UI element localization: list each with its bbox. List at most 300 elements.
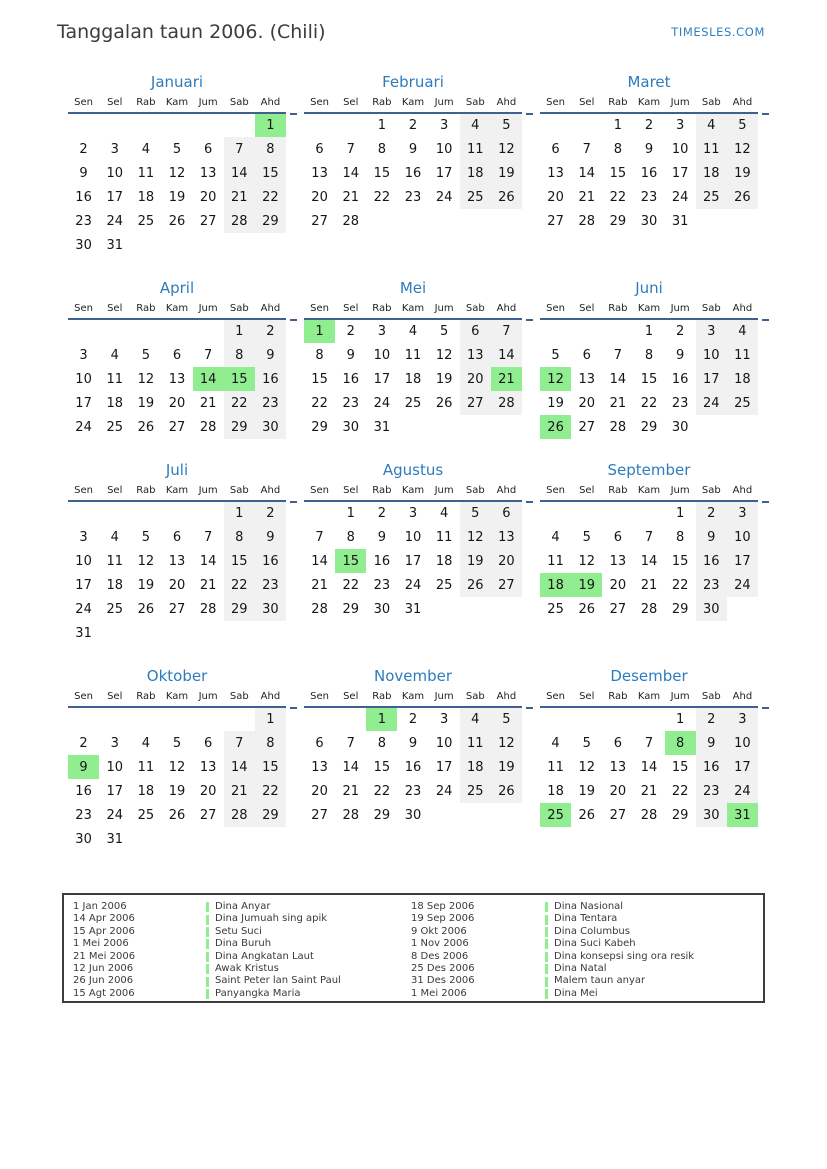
- day-cell: 28: [199, 419, 217, 435]
- day-header: Sab: [696, 689, 727, 707]
- day-cell: 11: [404, 347, 422, 363]
- day-cell: 27: [609, 807, 627, 823]
- day-cell: 18: [460, 161, 491, 185]
- empty-day-cell: [224, 233, 255, 257]
- week-row: [68, 827, 286, 851]
- day-cell: 13: [547, 165, 564, 181]
- day-header: Sel: [335, 95, 366, 113]
- day-cell: 22: [640, 395, 658, 411]
- day-cell: 5: [582, 735, 591, 751]
- month-table: [68, 689, 286, 851]
- day-cell: 1: [224, 319, 255, 343]
- week-row: [68, 319, 286, 343]
- month-april: [68, 278, 286, 439]
- empty-day-cell: [491, 803, 522, 827]
- day-cell: 15: [224, 549, 255, 573]
- empty-day-cell: [571, 319, 602, 343]
- day-header: Rab: [366, 95, 397, 113]
- week-row: [304, 597, 522, 621]
- day-cell: 12: [491, 137, 522, 161]
- day-header: Sab: [460, 301, 491, 319]
- legend-date: 15 Agt 2006: [73, 987, 135, 999]
- week-row: [540, 415, 758, 439]
- day-cell: 9: [696, 731, 727, 755]
- holiday-marker-icon: [206, 952, 209, 962]
- day-cell: 24: [435, 189, 453, 205]
- legend-holiday-label: Dina Nasional: [554, 901, 624, 912]
- day-cell: 24: [727, 573, 758, 597]
- legend-holiday-label: Panyangka Maria: [215, 987, 301, 999]
- week-row: [540, 525, 758, 549]
- day-cell: 10: [106, 759, 123, 775]
- holiday-marker-icon: [545, 927, 548, 937]
- day-cell: 23: [404, 189, 422, 205]
- day-cell: 28: [342, 213, 359, 229]
- week-row: [68, 779, 286, 803]
- day-cell: 5: [460, 501, 491, 525]
- day-cell: 16: [404, 759, 422, 775]
- day-cell: 20: [199, 783, 217, 799]
- day-header: Sel: [571, 301, 602, 319]
- legend-holiday-label: Awak Kristus: [215, 963, 279, 975]
- holiday-day-cell: 12: [540, 367, 571, 391]
- empty-day-cell: [130, 319, 161, 343]
- day-cell: 14: [640, 553, 658, 569]
- day-header: Ahd: [727, 483, 758, 501]
- day-cell: 29: [255, 209, 286, 233]
- day-cell: 17: [671, 165, 689, 181]
- week-row: [68, 573, 286, 597]
- week-row: [68, 549, 286, 573]
- day-cell: 18: [547, 783, 564, 799]
- empty-day-cell: [68, 319, 99, 343]
- day-cell: 2: [644, 118, 654, 133]
- day-cell: 1: [377, 118, 386, 133]
- day-cell: 10: [696, 343, 727, 367]
- holiday-day-cell: 25: [540, 803, 571, 827]
- day-cell: 22: [671, 783, 689, 799]
- month-title: Mei: [399, 279, 427, 297]
- month-september: [540, 460, 758, 621]
- day-cell: 19: [547, 395, 564, 411]
- day-cell: 17: [373, 371, 391, 387]
- day-header: Sen: [540, 301, 571, 319]
- day-cell: 6: [315, 735, 324, 751]
- day-cell: 10: [75, 371, 92, 387]
- empty-day-cell: [633, 501, 664, 525]
- legend-holiday-name: [206, 926, 411, 938]
- empty-day-cell: [161, 707, 192, 731]
- site-link[interactable]: TIMESLES.COM: [671, 25, 765, 39]
- holiday-marker-icon: [545, 964, 548, 974]
- day-cell: 11: [137, 759, 155, 775]
- day-cell: 4: [551, 529, 560, 545]
- day-cell: 17: [106, 189, 123, 205]
- day-cell: 25: [460, 779, 491, 803]
- day-cell: 14: [342, 165, 359, 181]
- week-row: [68, 597, 286, 621]
- holiday-day-cell: 9: [68, 755, 99, 779]
- week-row: [68, 137, 286, 161]
- week-row: [304, 185, 522, 209]
- day-cell: 19: [491, 161, 522, 185]
- day-cell: 9: [696, 525, 727, 549]
- empty-day-cell: [429, 597, 460, 621]
- day-header: Sab: [696, 483, 727, 501]
- day-header: Sen: [68, 483, 99, 501]
- day-cell: 4: [141, 735, 150, 751]
- week-row: [304, 137, 522, 161]
- day-cell: 2: [79, 141, 88, 157]
- day-header: Jum: [193, 689, 224, 707]
- day-cell: 31: [671, 213, 689, 229]
- day-cell: 12: [460, 525, 491, 549]
- holiday-marker-icon: [206, 977, 209, 987]
- day-cell: 2: [79, 735, 88, 751]
- legend-holiday-name: [206, 963, 411, 975]
- holiday-marker-icon: [545, 902, 548, 912]
- legend-holiday-label: Dina Suci Kabeh: [554, 938, 636, 950]
- empty-day-cell: [224, 827, 255, 851]
- day-cell: 20: [311, 783, 328, 799]
- day-cell: 13: [311, 165, 328, 181]
- empty-day-cell: [99, 707, 130, 731]
- holiday-day-cell: 14: [193, 367, 224, 391]
- day-cell: 13: [311, 759, 328, 775]
- day-cell: 27: [311, 807, 328, 823]
- day-header: Sab: [696, 95, 727, 113]
- day-cell: 7: [224, 731, 255, 755]
- week-row: [68, 415, 286, 439]
- holiday-marker-icon: [545, 977, 548, 987]
- month-title: Agustus: [382, 461, 444, 479]
- legend-holiday-label: Dina Tentara: [554, 913, 618, 925]
- day-cell: 21: [224, 779, 255, 803]
- day-cell: 10: [373, 347, 391, 363]
- day-cell: 20: [578, 395, 595, 411]
- legend-holiday-label: Dina Buruh: [215, 938, 272, 950]
- day-cell: 2: [377, 506, 386, 521]
- day-cell: 26: [578, 807, 595, 823]
- day-header: Sen: [304, 301, 335, 319]
- holidays-legend: [62, 893, 765, 1003]
- empty-day-cell: [161, 233, 192, 257]
- day-cell: 23: [255, 573, 286, 597]
- day-cell: 3: [727, 501, 758, 525]
- day-header: Sen: [540, 95, 571, 113]
- day-cell: 28: [342, 807, 359, 823]
- day-cell: 20: [199, 189, 217, 205]
- week-row: [68, 113, 286, 137]
- day-cell: 30: [640, 213, 658, 229]
- empty-day-cell: [571, 501, 602, 525]
- day-cell: 8: [377, 735, 386, 751]
- empty-day-cell: [255, 621, 286, 645]
- month-table: [304, 483, 522, 621]
- day-cell: 26: [168, 213, 186, 229]
- day-header: Ahd: [491, 483, 522, 501]
- month-table: [68, 483, 286, 645]
- day-cell: 13: [199, 165, 217, 181]
- day-cell: 17: [727, 549, 758, 573]
- day-header: Sab: [696, 301, 727, 319]
- day-cell: 14: [578, 165, 595, 181]
- day-cell: 3: [439, 712, 449, 727]
- day-header: Sel: [335, 483, 366, 501]
- day-cell: 4: [439, 506, 449, 521]
- week-row: [304, 209, 522, 233]
- day-cell: 11: [460, 137, 491, 161]
- empty-day-cell: [224, 707, 255, 731]
- day-cell: 13: [168, 371, 186, 387]
- day-cell: 18: [137, 783, 155, 799]
- empty-day-cell: [540, 113, 571, 137]
- day-cell: 17: [696, 367, 727, 391]
- day-header: Jum: [429, 301, 460, 319]
- day-cell: 11: [460, 731, 491, 755]
- day-cell: 17: [727, 755, 758, 779]
- day-cell: 8: [675, 529, 685, 545]
- day-cell: 22: [311, 395, 328, 411]
- day-cell: 29: [224, 415, 255, 439]
- day-cell: 24: [696, 391, 727, 415]
- day-header: Jum: [193, 95, 224, 113]
- holiday-marker-icon: [545, 939, 548, 949]
- week-row: [304, 779, 522, 803]
- holiday-day-cell: 1: [366, 707, 397, 731]
- day-header: Kam: [633, 483, 664, 501]
- day-cell: 14: [609, 371, 627, 387]
- day-cell: 25: [696, 185, 727, 209]
- empty-day-cell: [602, 501, 633, 525]
- day-header: Sab: [460, 95, 491, 113]
- day-header: Jum: [193, 301, 224, 319]
- month-table: [304, 301, 522, 439]
- day-header: Jum: [665, 301, 696, 319]
- week-row: [68, 391, 286, 415]
- day-cell: 6: [551, 141, 560, 157]
- day-cell: 3: [110, 141, 119, 157]
- day-cell: 11: [547, 759, 564, 775]
- day-header: Rab: [366, 689, 397, 707]
- empty-day-cell: [540, 501, 571, 525]
- day-cell: 23: [671, 395, 689, 411]
- day-cell: 14: [342, 759, 359, 775]
- day-cell: 6: [203, 141, 213, 157]
- day-header: Sen: [68, 95, 99, 113]
- day-header: Ahd: [727, 95, 758, 113]
- week-row: [304, 415, 522, 439]
- month-mei: [304, 278, 522, 439]
- legend-date: 18 Sep 2006: [411, 901, 475, 912]
- day-cell: 27: [578, 419, 595, 435]
- month-table: [68, 301, 286, 439]
- legend-date: 1 Jan 2006: [73, 901, 127, 912]
- empty-day-cell: [335, 113, 366, 137]
- day-cell: 3: [696, 319, 727, 343]
- empty-day-cell: [335, 707, 366, 731]
- day-cell: 2: [408, 712, 418, 727]
- holiday-marker-icon: [545, 952, 548, 962]
- day-cell: 28: [640, 601, 658, 617]
- day-header: Jum: [665, 689, 696, 707]
- week-row: [68, 731, 286, 755]
- day-cell: 1: [613, 118, 622, 133]
- day-cell: 22: [342, 577, 359, 593]
- day-cell: 20: [491, 549, 522, 573]
- day-header: Kam: [633, 95, 664, 113]
- empty-day-cell: [727, 597, 758, 621]
- day-cell: 3: [727, 707, 758, 731]
- day-cell: 20: [460, 367, 491, 391]
- day-cell: 1: [346, 506, 355, 521]
- empty-day-cell: [255, 233, 286, 257]
- legend-holiday-name: [206, 988, 411, 1000]
- day-header: Sel: [571, 689, 602, 707]
- day-cell: 11: [106, 553, 123, 569]
- day-cell: 24: [75, 601, 92, 617]
- day-cell: 21: [578, 189, 595, 205]
- empty-day-cell: [161, 621, 192, 645]
- day-header: Sen: [540, 689, 571, 707]
- day-cell: 8: [613, 141, 622, 157]
- month-title: Maret: [627, 73, 671, 91]
- day-cell: 6: [582, 347, 591, 363]
- day-cell: 6: [491, 501, 522, 525]
- day-cell: 20: [168, 395, 186, 411]
- day-cell: 25: [137, 807, 155, 823]
- day-cell: 11: [137, 165, 155, 181]
- day-cell: 4: [460, 113, 491, 137]
- day-header: Sel: [571, 95, 602, 113]
- day-cell: 22: [373, 783, 391, 799]
- legend-holiday-name: [545, 938, 759, 950]
- day-header: Ahd: [255, 301, 286, 319]
- empty-day-cell: [727, 209, 758, 233]
- empty-day-cell: [491, 415, 522, 439]
- day-cell: 19: [460, 549, 491, 573]
- day-cell: 2: [696, 501, 727, 525]
- day-cell: 27: [199, 213, 217, 229]
- page-title: Tanggalan taun 2006. (Chili): [57, 21, 326, 43]
- day-cell: 8: [644, 347, 654, 363]
- day-cell: 5: [141, 529, 150, 545]
- day-cell: 2: [408, 118, 418, 133]
- day-header: Sen: [68, 689, 99, 707]
- day-cell: 23: [75, 807, 92, 823]
- empty-day-cell: [429, 415, 460, 439]
- day-cell: 16: [373, 553, 391, 569]
- day-cell: 18: [727, 367, 758, 391]
- day-cell: 19: [168, 783, 186, 799]
- day-cell: 3: [675, 118, 685, 133]
- legend-holiday-name: [206, 913, 411, 925]
- day-cell: 1: [675, 506, 685, 521]
- holiday-day-cell: 26: [540, 415, 571, 439]
- day-cell: 9: [377, 529, 386, 545]
- empty-day-cell: [460, 415, 491, 439]
- legend-holiday-name: [545, 951, 759, 963]
- day-cell: 7: [315, 529, 324, 545]
- empty-day-cell: [397, 209, 428, 233]
- day-cell: 5: [582, 529, 591, 545]
- holiday-marker-icon: [206, 915, 209, 925]
- empty-day-cell: [130, 621, 161, 645]
- empty-day-cell: [193, 113, 224, 137]
- day-cell: 25: [727, 391, 758, 415]
- empty-day-cell: [193, 501, 224, 525]
- day-cell: 9: [644, 141, 654, 157]
- day-cell: 5: [172, 141, 182, 157]
- day-cell: 4: [110, 529, 119, 545]
- day-header: Jum: [429, 483, 460, 501]
- day-cell: 13: [199, 759, 217, 775]
- day-header: Sen: [540, 483, 571, 501]
- day-header: Kam: [161, 689, 192, 707]
- day-cell: 9: [79, 165, 88, 181]
- day-header: Sel: [99, 95, 130, 113]
- day-header: Sel: [571, 483, 602, 501]
- day-header: Sab: [224, 483, 255, 501]
- day-cell: 24: [75, 419, 92, 435]
- day-cell: 16: [696, 755, 727, 779]
- day-cell: 3: [79, 347, 88, 363]
- empty-day-cell: [130, 113, 161, 137]
- month-title: September: [607, 461, 691, 479]
- day-cell: 9: [255, 343, 286, 367]
- day-cell: 11: [727, 343, 758, 367]
- empty-day-cell: [130, 707, 161, 731]
- day-cell: 24: [106, 807, 123, 823]
- day-cell: 14: [199, 553, 217, 569]
- day-cell: 15: [373, 759, 391, 775]
- holiday-day-cell: 1: [255, 113, 286, 137]
- day-cell: 1: [255, 707, 286, 731]
- day-cell: 16: [255, 549, 286, 573]
- day-cell: 17: [75, 395, 92, 411]
- month-title: Februari: [382, 73, 444, 91]
- day-cell: 7: [644, 529, 654, 545]
- day-header: Rab: [130, 689, 161, 707]
- empty-day-cell: [304, 501, 335, 525]
- day-cell: 12: [168, 759, 186, 775]
- day-cell: 24: [671, 189, 689, 205]
- holiday-day-cell: 15: [224, 367, 255, 391]
- day-header: Kam: [161, 483, 192, 501]
- day-cell: 16: [671, 371, 689, 387]
- day-cell: 26: [168, 807, 186, 823]
- day-cell: 26: [727, 185, 758, 209]
- week-row: [540, 707, 758, 731]
- legend-date: 25 Des 2006: [411, 963, 475, 975]
- week-row: [304, 113, 522, 137]
- day-cell: 27: [609, 601, 627, 617]
- day-header: Rab: [366, 483, 397, 501]
- day-header: Ahd: [491, 95, 522, 113]
- legend-holiday-name: [545, 975, 759, 987]
- legend-holiday-name: [545, 913, 759, 925]
- day-cell: 22: [373, 189, 391, 205]
- day-cell: 29: [671, 807, 689, 823]
- legend-date: 19 Sep 2006: [411, 913, 475, 925]
- day-cell: 30: [75, 237, 92, 253]
- day-cell: 3: [439, 118, 449, 133]
- day-cell: 29: [671, 601, 689, 617]
- day-cell: 12: [435, 347, 453, 363]
- day-header: Jum: [429, 689, 460, 707]
- day-cell: 20: [609, 577, 627, 593]
- day-cell: 18: [460, 755, 491, 779]
